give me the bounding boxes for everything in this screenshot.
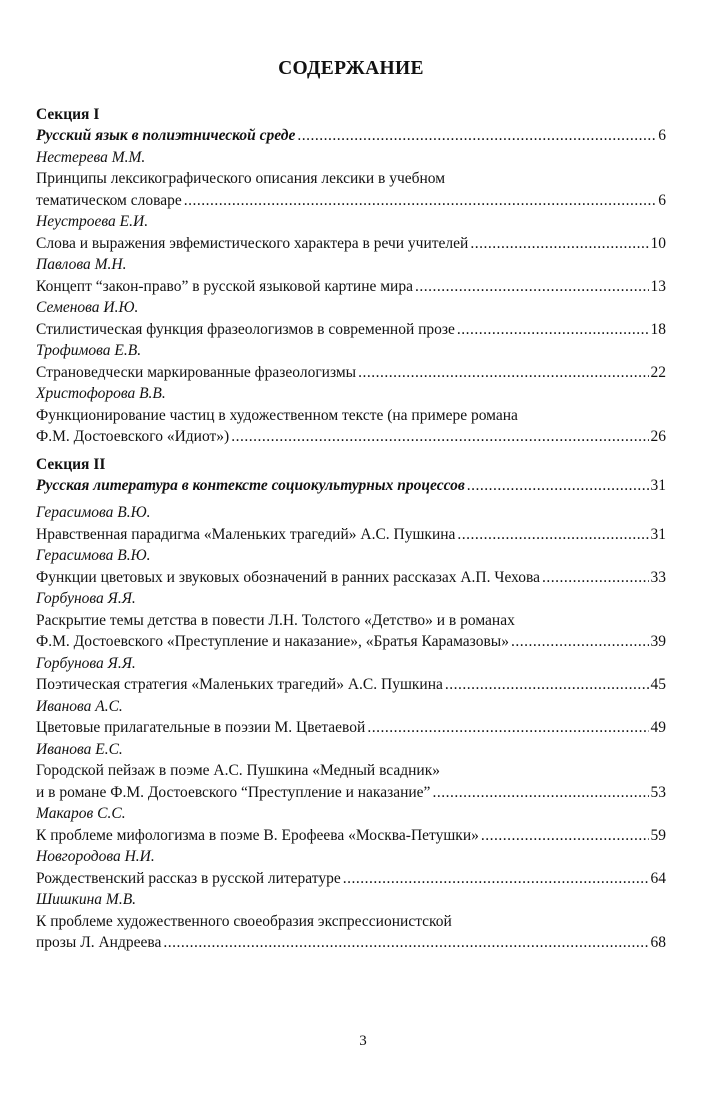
section-heading: Секция I: [36, 106, 100, 123]
section-title-entry[interactable]: [36, 475, 666, 497]
entry-title: Поэтическая стратегия «Маленьких трагедий» А.С. Пушкина: [36, 676, 443, 693]
entry-title: Цветовые прилагательные в поэзии М. Цветаевой: [36, 719, 366, 736]
toc-entry[interactable]: [36, 868, 666, 890]
page-ref: 31: [650, 525, 666, 543]
toc-entry[interactable]: [36, 276, 666, 298]
toc-entry[interactable]: [36, 717, 666, 739]
section-title: Русский язык в полиэтнической среде: [36, 127, 296, 144]
dot-leader: [415, 276, 649, 298]
page-ref: 26: [650, 428, 666, 445]
dot-leader: [470, 233, 648, 255]
toc-entry[interactable]: [36, 567, 666, 589]
entry-title: Слова и выражения эвфемистического характера в речи учителей: [36, 234, 469, 252]
dot-leader: [511, 631, 649, 653]
entry-title-line: Раскрытие темы детства в повести Л.Н. Толстого «Детство» и в романах: [36, 611, 515, 629]
section-title-entry[interactable]: [36, 125, 666, 147]
page-ref: 59: [650, 826, 666, 844]
toc-entry[interactable]: [36, 190, 666, 212]
dot-leader: [231, 426, 648, 448]
dot-leader: [432, 782, 648, 804]
page-ref: 49: [650, 719, 666, 736]
entry-title: Концепт “закон-право” в русской языковой картине мира: [36, 277, 413, 295]
dot-leader: [457, 319, 649, 341]
author: Неустроева Е.И.: [36, 213, 149, 230]
page-ref: 68: [650, 934, 666, 951]
author: Христофорова В.В.: [36, 385, 166, 402]
entry-title-line: Городской пейзаж в поэме А.С. Пушкина «Медный всадник»: [36, 762, 441, 779]
author: Шишкина М.В.: [36, 891, 137, 908]
author: Новгородова Н.И.: [36, 848, 155, 865]
author: Трофимова Е.В.: [36, 342, 142, 359]
table-of-contents: [36, 104, 666, 954]
entry-title: тематическом словаре: [36, 191, 182, 209]
page-ref: 18: [650, 320, 666, 338]
author: Герасимова В.Ю.: [36, 547, 151, 564]
toc-entry[interactable]: [36, 674, 666, 696]
page-number: 3: [359, 1033, 367, 1049]
entry-title: прозы Л. Андреева: [36, 934, 162, 951]
page-ref: 13: [650, 277, 666, 295]
toc-entry[interactable]: [36, 524, 666, 546]
page-ref: 6: [658, 191, 666, 209]
dot-leader: [445, 674, 649, 696]
page-ref: 39: [650, 633, 666, 650]
page-ref: 22: [650, 363, 666, 381]
author: Горбунова Я.Я.: [36, 590, 136, 607]
author: Иванова А.С.: [36, 697, 123, 715]
section-heading: Секция II: [36, 455, 106, 473]
toc-entry[interactable]: [36, 319, 666, 341]
dot-leader: [297, 125, 656, 147]
toc-entry[interactable]: [36, 362, 666, 384]
toc-entry[interactable]: [36, 233, 666, 255]
toc-entry[interactable]: [36, 426, 666, 448]
toc-entry[interactable]: [36, 825, 666, 847]
dot-leader: [542, 567, 648, 589]
author: Герасимова В.Ю.: [36, 504, 151, 521]
entry-title: Рождественский рассказ в русской литературе: [36, 869, 341, 887]
entry-title: и в романе Ф.М. Достоевского “Преступление и наказание”: [36, 783, 431, 801]
author: Семенова И.Ю.: [36, 299, 139, 316]
author: Горбунова Я.Я.: [36, 654, 136, 672]
toc-entry[interactable]: [36, 932, 666, 954]
dot-leader: [358, 362, 648, 384]
section-title: Русская литература в контексте социокультурных процессов: [36, 476, 465, 494]
page-ref: 6: [658, 127, 666, 144]
page-title: СОДЕРЖАНИЕ: [278, 58, 424, 79]
dot-leader: [367, 717, 648, 739]
entry-title: Ф.М. Достоевского «Преступление и наказание», «Братья Карамазовы»: [36, 633, 509, 650]
entry-title: Ф.М. Достоевского «Идиот»): [36, 428, 230, 445]
entry-title-line: Принципы лексикографического описания лексики в учебном: [36, 170, 446, 187]
page-ref: 33: [650, 568, 666, 586]
toc-entry[interactable]: [36, 782, 666, 804]
author: Макаров С.С.: [36, 805, 126, 822]
entry-title: Нравственная парадигма «Маленьких трагедий» А.С. Пушкина: [36, 525, 456, 543]
entry-title: Стилистическая функция фразеологизмов в современной прозе: [36, 320, 455, 338]
dot-leader: [163, 932, 648, 954]
page-ref: 64: [650, 869, 666, 887]
dot-leader: [467, 475, 649, 497]
page-ref: 10: [650, 234, 666, 252]
author: Иванова Е.С.: [36, 740, 123, 758]
entry-title: Функции цветовых и звуковых обозначений в ранних рассказах А.П. Чехова: [36, 568, 541, 586]
author: Павлова М.Н.: [36, 256, 127, 273]
dot-leader: [343, 868, 649, 890]
entry-title: К проблеме мифологизма в поэме В. Ерофеева «Москва-Петушки»: [36, 826, 479, 844]
dot-leader: [481, 825, 649, 847]
dot-leader: [184, 190, 657, 212]
author: Нестерева М.М.: [36, 148, 146, 166]
page-ref: 31: [650, 476, 666, 494]
page-ref: 53: [650, 783, 666, 801]
entry-title-line: К проблеме художественного своеобразия экспрессионистской: [36, 912, 452, 930]
toc-entry[interactable]: [36, 631, 666, 653]
dot-leader: [457, 524, 648, 546]
page-ref: 45: [650, 676, 666, 693]
entry-title: Страноведчески маркированные фразеологизмы: [36, 363, 357, 381]
entry-title-line: Функционирование частиц в художественном тексте (на примере романа: [36, 406, 518, 424]
